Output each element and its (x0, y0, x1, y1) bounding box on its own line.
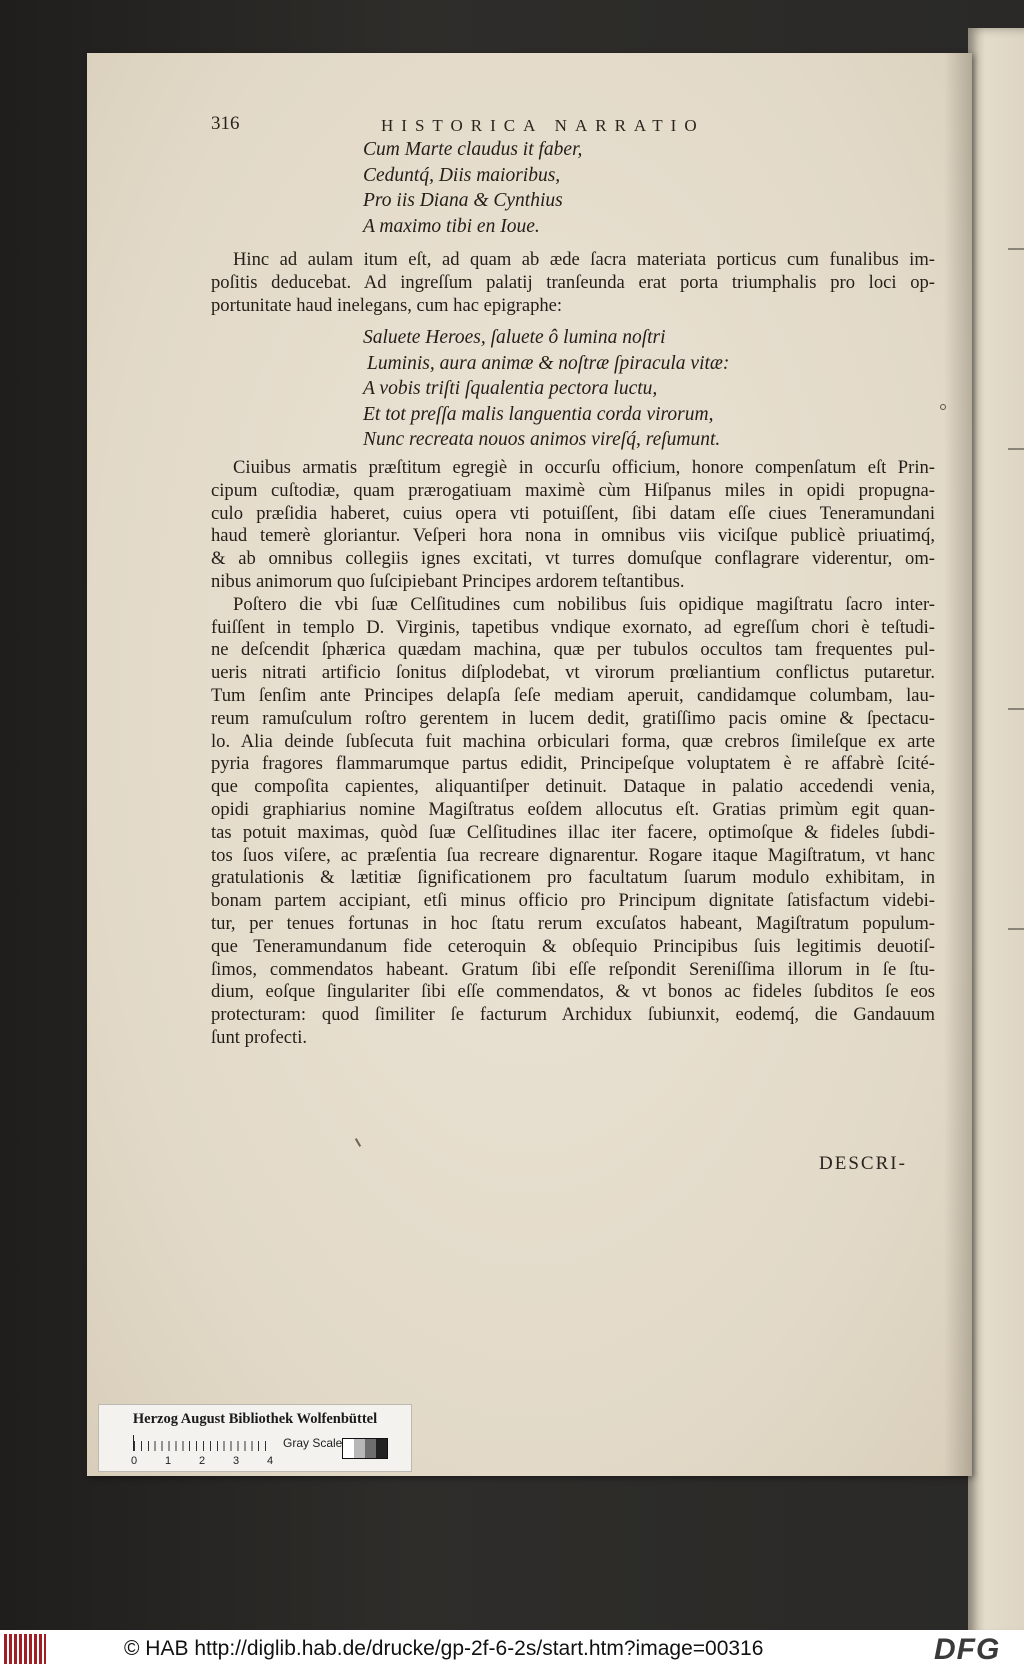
text-line: haud temerè gloriantur. Veſperi hora nona in omnibus viis viciſque publicè priuatimq́, (211, 525, 935, 547)
verse-epigraph (363, 325, 729, 453)
paragraph-2 (211, 457, 935, 1050)
grayscale-label: Gray Scale (283, 1436, 343, 1450)
facing-page-mark (1008, 708, 1024, 710)
page-number: 316 (211, 113, 240, 134)
text-line: ſunt profecti. (211, 1026, 308, 1048)
text-line: que Teneramundanum fide ceteroquin & obſequio Principibus ſuis legitimis deuotiſ- (211, 935, 935, 957)
printing-mark (940, 404, 946, 410)
verse-line: Saluete Heroes, ſaluete ô lumina noſtri (363, 327, 666, 348)
text-line: Ciuibus armatis præſtitum egregiè in occurſu officium, honore compenſatum eſt Prin- (233, 457, 935, 478)
gray-swatch (365, 1439, 376, 1458)
text-line: portunitate haud inelegans, cum hac epigraphe: (211, 294, 563, 316)
text-line: ne deſcendit ſphærica quædam machina, quæ per tubulos occultos tam frequentes pul- (211, 639, 935, 661)
text-line: ueris nitrati artificio ſonitus diſplodebat, vt virorum prœliantium conflictus putaretur. (211, 662, 935, 684)
verse-line: Et tot preſſa malis languentia corda virorum, (363, 403, 714, 425)
verse-line: A maximo tibi en Ioue. (363, 215, 540, 237)
paragraph-1 (211, 249, 935, 317)
verse-top (363, 137, 582, 239)
grayscale-swatches (342, 1438, 388, 1459)
dfg-logo: DFG (934, 1633, 1001, 1666)
library-name: Herzog August Bibliothek Wolfenbüttel (132, 1411, 378, 1427)
footer-url-text[interactable]: © HAB http://diglib.hab.de/drucke/gp-2f-6-2s/start.htm?image=00316 (124, 1637, 764, 1660)
text-line: poſitis deducebat. Ad ingreſſum palatij tranſeunda erat porta triumphalis pro loci op- (211, 271, 935, 293)
text-line: Poſtero die vbi ſuæ Celſitudines cum nobilibus ſuis opidique magiſtratu ſacro inter- (233, 593, 935, 615)
book-page (87, 53, 972, 1476)
text-line: lo. Alia deinde ſubſecuta fuit machina orbiculari forma, quæ crebros ſimileſque ex arte (211, 730, 935, 752)
text-line: reum ramuſculum roſtro gerentem in lucem dedit, gratiſſimo pacis omine & ſpectacu- (211, 707, 935, 729)
gray-swatch (354, 1439, 365, 1458)
ruler-number: 0 (131, 1455, 138, 1467)
verse-line: Ceduntq́, Diis maioribus, (363, 164, 561, 186)
printing-mark (355, 1138, 361, 1147)
verse-line: Luminis, aura animæ & noſtræ ſpiracula vitæ: (367, 352, 730, 374)
facing-page-edge (968, 28, 1024, 1638)
facing-page-mark (1008, 248, 1024, 250)
text-line: culo præſidia haberet, cuius opera vti potuiſſent, ſibi datam eſſe ciues Teneramundani (211, 502, 935, 524)
text-line: bonam partem accipiant, etſi minus officio pro Principum dignitate ſatisfactum videbi- (211, 890, 935, 912)
gray-swatch (343, 1439, 354, 1458)
ruler-number: 4 (267, 1455, 274, 1467)
text-line: ſimos, commendatos habeant. Gratum ſibi eſſe reſpondit Sereniſſima illorum in ſe ſtu- (211, 958, 935, 980)
library-color-strip (98, 1404, 412, 1472)
ruler-number: 2 (199, 1455, 206, 1467)
text-line: nibus animorum quo ſuſcipiebant Principes ardorem teſtantibus. (211, 570, 685, 592)
text-line: protecturam: quod ſimiliter ſe facturum Archidux ſubiunxit, eodemq́, die Gandauum (211, 1004, 935, 1026)
text-line: tos ſuos viſere, ac præſentia ſua recreare dignarentur. Rogare itaque Magiſtratum, vt hanc (211, 844, 935, 866)
hab-logo-icon (4, 1634, 46, 1664)
text-line: cipum cuſtodiæ, quam prærogatiuam maximè cùm Hiſpanus miles in opidi propugna- (211, 479, 935, 501)
text-line: pyria fragores flammarumque partus edidit, Principeſque voluptatem è re affabrè ſcité- (211, 753, 935, 775)
text-line: gratulationis & lætitiæ ſignificationem pro facultatum ſuarum modulo exhibitam, in (211, 867, 935, 889)
running-head: HISTORICA NARRATIO (381, 116, 705, 135)
footer-bar (0, 1630, 1024, 1669)
text-line: & ab omnibus collegiis ignes excitati, vt turres domuſque conflagrare viderentur, om- (211, 548, 935, 570)
ruler-number: 3 (233, 1455, 240, 1467)
text-line: opidi graphiarius nomine Magiſtratus eoſdem allocutus eſt. Gratias primùm egit quan- (211, 798, 935, 820)
verse-line: Cum Marte claudus it faber, (363, 139, 583, 160)
facing-page-mark (1008, 928, 1024, 930)
text-line: que compoſita capientes, aliquantiſper detinuit. Dataque in palatio accedendi venia, (211, 776, 935, 798)
ruler-numbers (129, 1455, 289, 1469)
text-line: tur, per tenues fortunas in hoc ſtatu rerum excuſatos habeant, Magiſtratum populum- (211, 912, 935, 934)
gutter-shadow (944, 53, 972, 1476)
verse-line: Pro iis Diana & Cynthius (363, 190, 563, 211)
catchword: DESCRI- (819, 1153, 907, 1174)
gray-swatch (376, 1439, 387, 1458)
facing-page-mark (1008, 448, 1024, 450)
ruler-number: 1 (165, 1455, 172, 1467)
text-line: fuiſſent in templo D. Virginis, tapetibus vndique exornato, ad egreſſum chori è teſtudi- (211, 616, 935, 638)
text-line: tas potuit maximas, quòd ſuæ Celſitudines illac iter facere, optimoſque & fideles ſubdi- (211, 821, 935, 843)
text-line: Hinc ad aulam itum eſt, ad quam ab æde ſacra materiata porticus cum funalibus im- (233, 249, 935, 270)
text-line: Tum ſenſim ante Principes delapſa ſeſe mediam aperuit, candidamque columbam, lau- (211, 684, 935, 706)
verse-line: Nunc recreata nouos animos vireſq́, reſumunt. (363, 429, 721, 450)
text-line: dium, eoſque ſingulariter ſibi eſſe commendatos, & vt bonos ac fideles ſubditos ſe eos (211, 981, 935, 1003)
verse-line: A vobis triſti ſqualentia pectora luctu, (363, 378, 658, 399)
scale-ruler (133, 1435, 272, 1451)
